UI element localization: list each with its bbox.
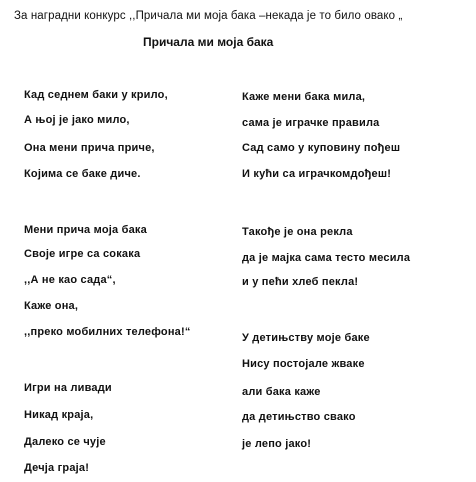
left-line-7: ,,А не као сада“,	[24, 274, 116, 286]
right-line-5: Такође је она рекла	[242, 226, 353, 238]
poem-title: Причала ми моја бака	[143, 35, 274, 49]
left-line-2: А њој је јако мило,	[24, 114, 130, 126]
right-line-8: У детињству моје баке	[242, 332, 370, 344]
right-line-6: да је мајка сама тесто месила	[242, 252, 411, 264]
left-line-9: ,,преко мобилних телефона!“	[24, 326, 191, 338]
right-line-2: сама је играчке правила	[242, 117, 380, 129]
contest-header: За наградни конкурс ,,Причала ми моја бака –некада је то било овако „	[14, 10, 403, 22]
right-line-1: Каже мени бака мила,	[242, 91, 366, 103]
left-line-1: Кад седнем баки у крило,	[24, 89, 168, 101]
left-line-8: Каже она,	[24, 300, 79, 312]
right-line-10: али бака каже	[242, 386, 321, 398]
left-line-3: Она мени прича приче,	[24, 142, 155, 154]
left-line-5: Мени прича моја бака	[24, 224, 147, 236]
right-line-9: Нису постојале жваке	[242, 358, 365, 370]
right-line-11: да детињство свако	[242, 411, 356, 423]
right-line-12: је лепо јако!	[242, 438, 312, 450]
left-line-6: Своје игре са сокака	[24, 248, 141, 260]
left-line-4: Којима се баке диче.	[24, 168, 141, 180]
right-line-3: Сад само у куповину пођеш	[242, 142, 401, 154]
left-line-13: Дечја граја!	[24, 462, 90, 474]
right-line-7: и у пећи хлеб пекла!	[242, 276, 359, 288]
left-line-12: Далеко се чује	[24, 436, 106, 448]
right-line-4: И кући са играчкомдођеш!	[242, 168, 392, 180]
left-line-10: Игри на ливади	[24, 382, 112, 394]
left-line-11: Никад краја,	[24, 409, 94, 421]
